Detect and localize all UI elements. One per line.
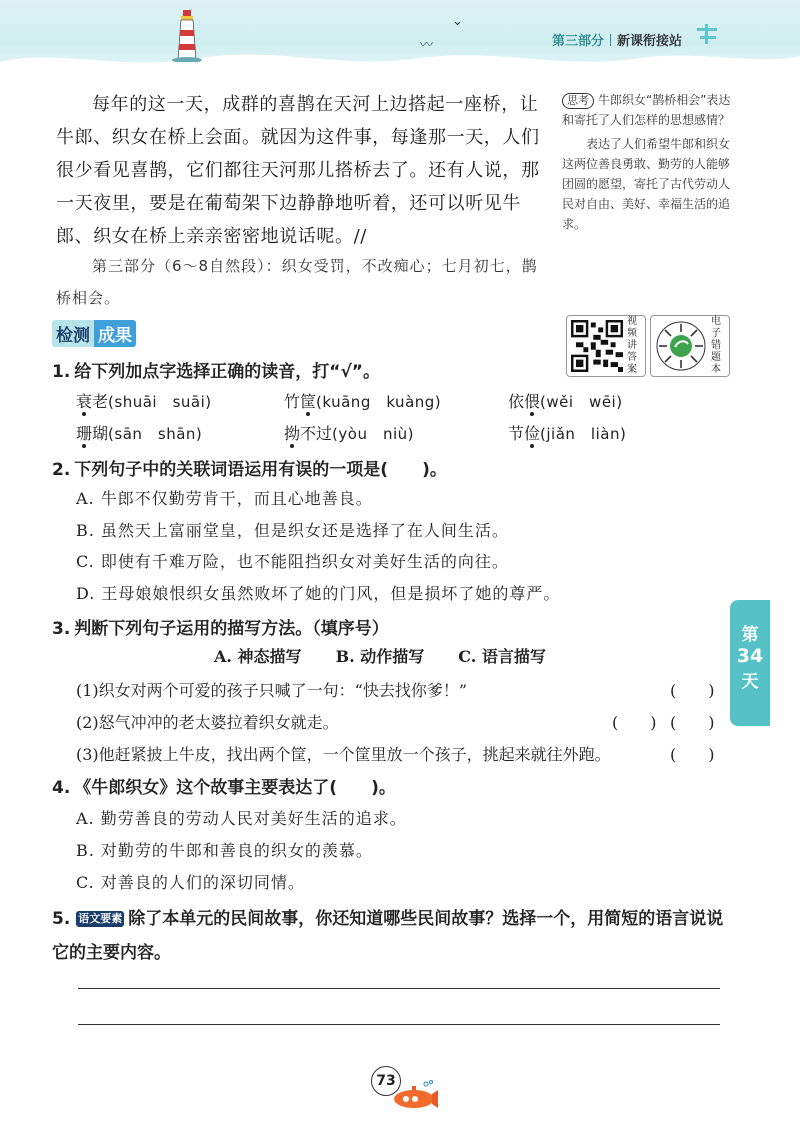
- language-element-badge: 语文要素: [78, 912, 123, 925]
- question-text: 《牛郎织女》这个故事主要表达了( )。: [74, 778, 396, 798]
- method-list: [214, 644, 580, 667]
- question-5: [52, 902, 728, 970]
- section-subtitle: 新课衔接站: [617, 34, 683, 49]
- method-c: C. 语言描写: [458, 647, 546, 666]
- answer-line[interactable]: [78, 988, 720, 989]
- think-tag: 思考: [562, 93, 594, 109]
- day-number: 34: [736, 645, 764, 667]
- question-number: 2.: [52, 460, 71, 480]
- day-tab: [730, 600, 770, 726]
- choice-option: B. 对勤劳的牛郎和善良的织女的羡慕。: [76, 841, 373, 860]
- heading-part-1: 检测: [52, 320, 94, 347]
- answer-blank[interactable]: ( ): [670, 681, 715, 700]
- question-text: 判断下列句子运用的描写方法。（填序号）: [74, 619, 389, 639]
- sub-question: (3)他赶紧披上牛皮，找出两个筐，一个筐里放一个孩子，挑起来就往外跑。: [76, 745, 611, 764]
- pinyin-item: 依偎(wěi wēi): [508, 392, 623, 411]
- submarine-icon: [392, 1080, 438, 1110]
- question-number: 4.: [52, 778, 71, 798]
- error-notebook-qr[interactable]: [650, 315, 730, 377]
- page-header: [0, 0, 800, 72]
- heading-part-2: 成果: [94, 320, 136, 347]
- pinyin-item: 拗不过(yòu niù): [284, 424, 414, 443]
- answer-blank[interactable]: ( ): [670, 745, 715, 764]
- mini-program-code-icon: [655, 320, 707, 372]
- think-answer: 表达了人们希望牛郎和织女这两位善良勇敢、勤劳的人能够团圆的愿望，寄托了古代劳动人民对自由、美好、幸福生活的追求。: [562, 137, 731, 231]
- lighthouse-icon: [172, 10, 202, 62]
- question-2-title: [52, 455, 447, 480]
- bird-icon: ⌄: [452, 14, 463, 29]
- qr-label: 电子错题本: [711, 316, 721, 375]
- question-1-title: [52, 357, 380, 382]
- page-number: 73: [371, 1066, 401, 1096]
- choice-option: C. 即使有千难万险，也不能阻挡织女对美好生活的向往。: [76, 552, 509, 571]
- divider: [610, 34, 611, 46]
- section-title: [552, 30, 682, 49]
- part-summary: 第三部分（6～8自然段）：织女受罚，不改痴心；七月初七，鹊桥相会。: [56, 257, 538, 307]
- sub-question: (2)怒气冲冲的老太婆拉着织女就走。: [76, 713, 339, 732]
- question-number: 1.: [52, 362, 71, 382]
- video-answer-qr[interactable]: [566, 315, 646, 377]
- answer-line[interactable]: [78, 1024, 720, 1025]
- choice-option: B. 虽然天上富丽堂皇，但是织女还是选择了在人间生活。: [76, 521, 509, 540]
- day-tab-prefix: 第: [741, 625, 759, 645]
- pinyin-item: 竹筐(kuāng kuàng): [284, 392, 442, 411]
- story-paragraph: 每年的这一天，成群的喜鹊在天河上边搭起一座桥，让牛郎、织女在桥上会面。就因为这件事，每逢那一天，人们很少看见喜鹊，它们都往天河那儿搭桥去了。还有人说，那一天夜里，要是在葡萄架下边静静地听着，还可以听见牛郎、织女在桥上亲亲密密地说话呢。//: [56, 94, 540, 247]
- corner-decoration-icon: [694, 22, 720, 48]
- choice-option: C. 对善良的人们的深切同情。: [76, 873, 305, 892]
- think-question: 牛郎织女“鹊桥相会”表达和寄托了人们怎样的思想感情？: [562, 93, 731, 127]
- pinyin-item: 珊瑚(sān shān): [76, 424, 203, 443]
- qr-code-icon: [571, 320, 623, 372]
- qr-label: 视频讲答案: [627, 316, 637, 375]
- question-text: 给下列加点字选择正确的读音，打“√”。: [74, 362, 380, 382]
- bird-icon: 〰: [420, 38, 434, 53]
- check-results-heading: [52, 320, 136, 346]
- question-text: 下列句子中的关联词语运用有误的一项是( )。: [74, 460, 447, 480]
- method-b: B. 动作描写: [335, 647, 425, 666]
- pinyin-item: 节俭(jiǎn liàn): [508, 424, 627, 443]
- day-tab-suffix: 天: [741, 672, 759, 692]
- question-number: 5.: [52, 909, 71, 929]
- question-4-title: [52, 773, 396, 798]
- choice-option: D. 王母娘娘恨织女虽然败坏了她的门风，但是损坏了她的尊严。: [76, 584, 561, 603]
- question-3-title: [52, 614, 389, 639]
- question-text: 除了本单元的民间故事，你还知道哪些民间故事？选择一个，用简短的语言说说它的主要内容。: [52, 909, 724, 963]
- section-label: 第三部分: [552, 34, 605, 49]
- answer-blank[interactable]: ( ): [612, 713, 657, 732]
- pinyin-item: 衰老(shuāi suāi): [76, 392, 212, 411]
- choice-option: A. 牛郎不仅勤劳肯干，而且心地善良。: [76, 489, 373, 508]
- method-a: A. 神态描写: [214, 647, 302, 666]
- think-box: [562, 90, 732, 234]
- sub-question: (1)织女对两个可爱的孩子只喊了一句：“快去找你爹！”: [76, 681, 468, 700]
- choice-option: A. 勤劳善良的劳动人民对美好生活的追求。: [76, 809, 407, 828]
- question-number: 3.: [52, 619, 71, 639]
- answer-blank[interactable]: ( ): [670, 713, 715, 732]
